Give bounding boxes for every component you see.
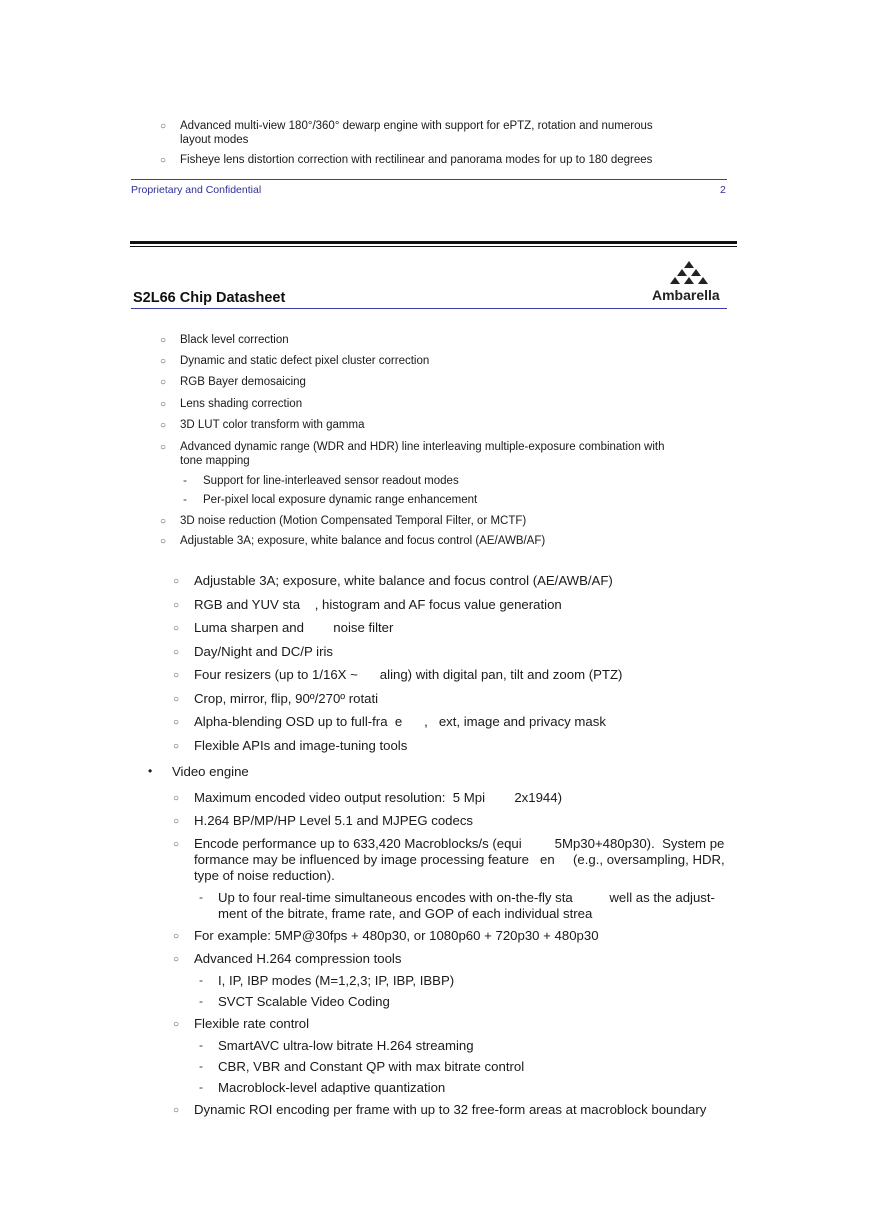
page-break-rule-thin — [130, 246, 737, 247]
list-item: Flexible APIs and image-tuning tools — [194, 738, 408, 753]
ambarella-logo-icon — [661, 261, 717, 287]
footer-confidential: Proprietary and Confidential — [131, 184, 262, 196]
bullet-icon: ○ — [160, 536, 167, 547]
dash-icon: - — [183, 473, 187, 487]
list-item-perf-line3: type of noise reduction). — [194, 868, 335, 883]
dash-icon: - — [199, 1038, 203, 1052]
list-item: RGB Bayer demosaicing — [180, 376, 306, 388]
sub-list-item: Per-pixel local exposure dynamic range enhancement — [203, 494, 478, 506]
list-item: Black level correction — [180, 334, 289, 346]
list-item: Adjustable 3A; exposure, white balance and focus control (AE/AWB/AF) — [180, 535, 546, 547]
bullet-icon: ○ — [160, 377, 167, 388]
dash-icon: - — [199, 1059, 203, 1073]
sub-list-item-line2: ment of the bitrate, frame rate, and GOP of each individual strea — [218, 906, 593, 921]
list-item: Advanced H.264 compression tools — [194, 951, 402, 966]
bullet-icon: ○ — [173, 1019, 180, 1030]
sub-list-item: CBR, VBR and Constant QP with max bitrate control — [218, 1059, 525, 1074]
list-item: Four resizers (up to 1/16X ~ aling) with digital pan, tilt and zoom (PTZ) — [194, 667, 623, 682]
bullet-icon: ○ — [173, 623, 180, 634]
list-item-perf-line1: Encode performance up to 633,420 Macroblocks/s (equi 5Mp30+480p30). System pe — [194, 836, 725, 851]
list-item: For example: 5MP@30fps + 480p30, or 1080p60 + 720p30 + 480p30 — [194, 928, 599, 943]
bullet-icon: ○ — [173, 600, 180, 611]
list-item: Lens shading correction — [180, 398, 303, 410]
list-item-perf-line2: formance may be influenced by image processing feature en (e.g., oversampling, HDR, — [194, 852, 725, 867]
dash-icon: - — [199, 994, 203, 1008]
bullet-icon: ○ — [173, 694, 180, 705]
list-item: Alpha-blending OSD up to full-fra e , ext, image and privacy mask — [194, 714, 606, 729]
list-item: Maximum encoded video output resolution: 5 Mpi 2x1944) — [194, 790, 562, 805]
header-divider — [131, 308, 727, 309]
bullet-icon: ○ — [160, 356, 167, 367]
sub-list-item: SVCT Scalable Video Coding — [218, 994, 390, 1009]
sub-list-item: Macroblock-level adaptive quantization — [218, 1080, 446, 1095]
list-item: 3D noise reduction (Motion Compensated Temporal Filter, or MCTF) — [180, 515, 527, 527]
sub-list-item: Support for line-interleaved sensor readout modes — [203, 475, 459, 487]
list-item: Luma sharpen and noise filter — [194, 620, 394, 635]
bullet-icon: ○ — [173, 1105, 180, 1116]
sub-list-item: I, IP, IBP modes (M=1,2,3; IP, IBP, IBBP) — [218, 973, 455, 988]
list-item-wdr-line2: tone mapping — [180, 455, 250, 467]
list-item: RGB and YUV sta , histogram and AF focus value generation — [194, 597, 562, 612]
prev-bullet-dewarp-line2: layout modes — [180, 134, 249, 146]
bullet-icon: ○ — [160, 442, 167, 453]
page-break-rule — [130, 241, 737, 244]
prev-bullet-dewarp-line1: Advanced multi-view 180°/360° dewarp engine with support for ePTZ, rotation and numerous — [180, 120, 653, 132]
list-item: Flexible rate control — [194, 1016, 310, 1031]
dash-icon: - — [199, 1080, 203, 1094]
dash-icon: - — [183, 492, 187, 506]
bullet-icon: ○ — [160, 121, 167, 132]
bullet-icon: ○ — [173, 954, 180, 965]
list-item: H.264 BP/MP/HP Level 5.1 and MJPEG codecs — [194, 813, 474, 828]
bullet-icon: ○ — [160, 335, 167, 346]
bullet-icon: ○ — [173, 576, 180, 587]
list-item: Dynamic ROI encoding per frame with up to 32 free-form areas at macroblock boundary — [194, 1102, 707, 1117]
list-item: Dynamic and static defect pixel cluster correction — [180, 355, 430, 367]
prev-bullet-fisheye: Fisheye lens distortion correction with rectilinear and panorama modes for up to 180 degrees — [180, 154, 653, 166]
dash-icon: - — [199, 890, 203, 904]
list-item: Adjustable 3A; exposure, white balance and focus control (AE/AWB/AF) — [194, 573, 613, 588]
dash-icon: - — [199, 973, 203, 987]
bullet-icon: ○ — [173, 647, 180, 658]
bullet-icon: ○ — [173, 717, 180, 728]
bullet-icon: ○ — [160, 399, 167, 410]
bullet-icon: ○ — [160, 155, 167, 166]
list-item: Day/Night and DC/P iris — [194, 644, 334, 659]
bullet-icon: ○ — [173, 741, 180, 752]
bullet-icon: ○ — [173, 931, 180, 942]
bullet-icon: ○ — [160, 516, 167, 527]
list-item: 3D LUT color transform with gamma — [180, 419, 365, 431]
list-item: Crop, mirror, flip, 90º/270º rotati — [194, 691, 379, 706]
filled-bullet-icon: • — [148, 764, 153, 778]
list-item-wdr-line1: Advanced dynamic range (WDR and HDR) line interleaving multiple-exposure combination with — [180, 441, 665, 453]
bullet-icon: ○ — [173, 670, 180, 681]
page-title: S2L66 Chip Datasheet — [133, 290, 286, 306]
brand-name: Ambarella — [652, 287, 720, 303]
sub-list-item: SmartAVC ultra-low bitrate H.264 streaming — [218, 1038, 474, 1053]
bullet-icon: ○ — [173, 816, 180, 827]
sub-list-item-line1: Up to four real-time simultaneous encodes with on-the-fly sta well as the adjust- — [218, 890, 715, 905]
bullet-icon: ○ — [173, 793, 180, 804]
section-heading-video-engine: Video engine — [172, 764, 249, 779]
footer-divider — [131, 179, 727, 180]
bullet-icon: ○ — [173, 839, 180, 850]
bullet-icon: ○ — [160, 420, 167, 431]
page-number: 2 — [720, 184, 726, 196]
